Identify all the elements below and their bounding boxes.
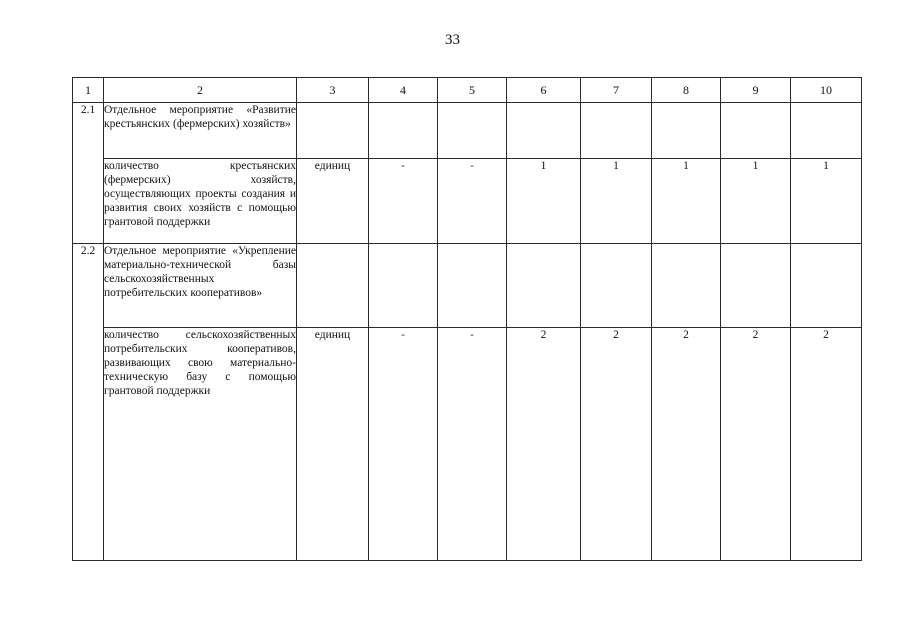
indicator-name: количество сельскохозяйственных потребительских кооперативов, развивающих свою материально-техническую базу с помощью грантовой поддержки: [104, 328, 297, 561]
empty-cell: [791, 103, 862, 159]
value-cell: -: [438, 328, 507, 561]
indicator-row: [73, 159, 862, 244]
header-row: [73, 78, 862, 103]
empty-cell: [438, 103, 507, 159]
empty-cell: [721, 244, 791, 328]
empty-cell: [581, 103, 652, 159]
header-cell: 2: [104, 78, 297, 103]
page-number: 33: [445, 32, 460, 48]
value-cell: 1: [721, 159, 791, 244]
indicator-row: [73, 328, 862, 561]
header-cell: 8: [652, 78, 721, 103]
empty-cell: [791, 244, 862, 328]
value-cell: 1: [581, 159, 652, 244]
empty-cell: [438, 244, 507, 328]
empty-cell: [369, 244, 438, 328]
value-cell: 2: [581, 328, 652, 561]
section-title-row: [73, 103, 862, 159]
header-cell: 9: [721, 78, 791, 103]
value-cell: 2: [791, 328, 862, 561]
empty-cell: [507, 103, 581, 159]
value-cell: 1: [507, 159, 581, 244]
section-title: Отдельное мероприятие «Развитие крестьянских (фермерских) хозяйств»: [104, 103, 297, 159]
value-cell: 1: [652, 159, 721, 244]
section-number: 2.1: [73, 103, 104, 244]
value-cell: 2: [652, 328, 721, 561]
value-cell: 2: [721, 328, 791, 561]
empty-cell: [581, 244, 652, 328]
header-cell: 1: [73, 78, 104, 103]
value-cell: 1: [791, 159, 862, 244]
indicators-table: [72, 77, 862, 561]
empty-cell: [652, 244, 721, 328]
empty-cell: [297, 244, 369, 328]
empty-cell: [652, 103, 721, 159]
value-cell: -: [369, 159, 438, 244]
header-cell: 10: [791, 78, 862, 103]
section-title: Отдельное мероприятие «Укрепление материально-технической базы сельскохозяйственных потребительских кооперативов»: [104, 244, 297, 328]
section-number: 2.2: [73, 244, 104, 561]
section-title-row: [73, 244, 862, 328]
empty-cell: [369, 103, 438, 159]
empty-cell: [507, 244, 581, 328]
value-cell: -: [369, 328, 438, 561]
value-cell: -: [438, 159, 507, 244]
empty-cell: [297, 103, 369, 159]
indicator-unit: единиц: [297, 328, 369, 561]
value-cell: 2: [507, 328, 581, 561]
header-cell: 7: [581, 78, 652, 103]
indicator-name: количество крестьянских (фермерских) хозяйств, осуществляющих проекты создания и развития своих хозяйств с помощью грантовой поддержки: [104, 159, 297, 244]
header-cell: 6: [507, 78, 581, 103]
header-cell: 4: [369, 78, 438, 103]
indicator-unit: единиц: [297, 159, 369, 244]
header-cell: 3: [297, 78, 369, 103]
empty-cell: [721, 103, 791, 159]
header-cell: 5: [438, 78, 507, 103]
